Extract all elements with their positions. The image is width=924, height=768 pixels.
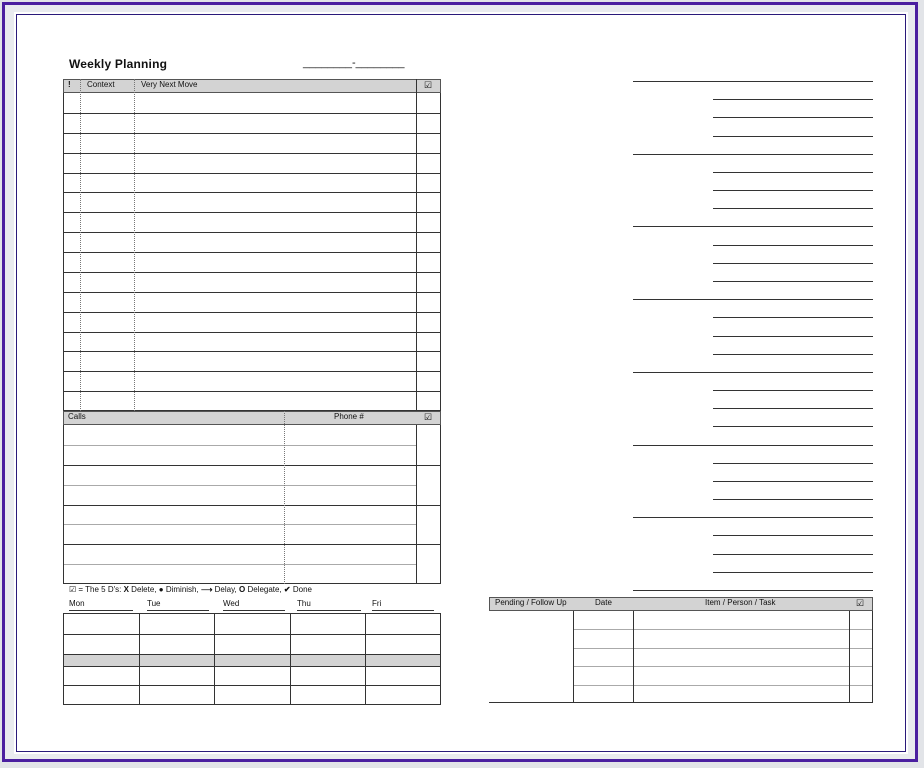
week-day-cell[interactable] [65,614,138,633]
week-day-cell[interactable] [366,614,439,633]
pending-item-cell[interactable] [635,630,848,646]
notes-subline[interactable] [713,554,873,555]
next-move-checkbox-cell[interactable] [418,352,440,370]
day-label-fri: Fri [372,599,434,611]
call-name-cell[interactable] [66,507,282,543]
week-day-cell[interactable] [215,614,288,633]
pending-item-cell[interactable] [635,667,848,683]
notes-subline[interactable] [713,572,873,573]
call-group-divider [64,465,440,466]
pending-checkbox-cell[interactable] [851,649,871,665]
date-range-field[interactable]: ________-________ [303,57,405,69]
notes-heading-line[interactable] [633,517,873,518]
notes-heading-line[interactable] [633,445,873,446]
notes-lines [633,81,873,591]
calls-header [63,411,441,425]
next-move-checkbox-cell[interactable] [418,193,440,211]
column-divider [416,425,417,584]
notes-subline[interactable] [713,245,873,246]
notes-subline[interactable] [713,172,873,173]
context-column-header: Context [87,80,115,89]
checkbox-icon: ☑ [856,598,865,608]
call-group-divider [64,505,440,506]
week-day-cell[interactable] [65,667,138,684]
page-title: Weekly Planning [69,57,168,71]
next-move-checkbox-cell[interactable] [418,114,440,132]
week-day-cell[interactable] [215,667,288,684]
next-move-header [63,79,441,93]
week-day-cell[interactable] [140,667,213,684]
next-move-cell[interactable] [136,233,416,251]
delete-icon: X [123,585,129,594]
call-phone-cell[interactable] [287,546,415,582]
pending-item-cell[interactable] [635,686,848,702]
week-day-cell[interactable] [366,686,439,704]
notes-subline[interactable] [713,317,873,318]
notes-subline[interactable] [713,281,873,282]
next-move-cell[interactable] [136,253,416,271]
column-divider [284,411,285,584]
pending-follow-up-table [489,597,873,703]
column-divider [633,611,634,703]
call-group-divider [64,544,440,545]
call-phone-cell[interactable] [287,427,415,463]
pending-body [489,611,873,703]
planner-page [16,14,906,752]
next-move-cell[interactable] [136,114,416,132]
next-move-cell[interactable] [136,193,416,211]
pending-date-cell[interactable] [575,686,632,702]
next-move-checkbox-cell[interactable] [418,273,440,291]
column-divider [573,611,574,703]
pending-checkbox-cell[interactable] [851,686,871,702]
day-label-wed: Wed [223,599,285,611]
notes-subline[interactable] [713,426,873,427]
next-move-body [63,93,441,411]
calls-body [63,425,441,584]
notes-subline[interactable] [713,99,873,100]
notes-heading-line[interactable] [633,226,873,227]
next-move-cell[interactable] [136,333,416,351]
next-move-cell[interactable] [136,352,416,370]
diminish-icon: ● [158,585,164,594]
call-name-cell[interactable] [66,467,282,503]
legend-done: Done [292,585,312,594]
week-day-cell[interactable] [291,614,364,633]
pending-checkbox-cell[interactable] [851,630,871,646]
notes-subline[interactable] [713,390,873,391]
legend-prefix: = The 5 D's: [78,585,124,594]
done-checkmark-icon: ✔ [283,585,291,594]
five-ds-legend [69,585,312,594]
next-move-checkbox-cell[interactable] [418,333,440,351]
week-day-cell[interactable] [291,635,364,653]
call-name-cell[interactable] [66,546,282,582]
notes-subline[interactable] [713,336,873,337]
day-label-mon: Mon [69,599,133,611]
checkbox-icon: ☑ [424,80,433,90]
legend-diminish: Diminish, [165,585,201,594]
notes-subline[interactable] [713,408,873,409]
calls-column-header: Calls [68,412,86,421]
notes-subline[interactable] [713,117,873,118]
next-move-checkbox-cell[interactable] [418,174,440,192]
column-divider [80,79,81,411]
next-move-checkbox-cell[interactable] [418,293,440,311]
notes-subline[interactable] [713,463,873,464]
notes-subline[interactable] [713,136,873,137]
column-divider [416,79,417,411]
next-move-checkbox-cell[interactable] [418,372,440,390]
notes-heading-line[interactable] [633,154,873,155]
next-move-checkbox-cell[interactable] [418,213,440,231]
notes-subline[interactable] [713,190,873,191]
week-grid-shaded-row [64,654,440,666]
day-label-thu: Thu [297,599,361,611]
notes-subline[interactable] [713,263,873,264]
next-move-cell[interactable] [136,372,416,390]
checkbox-icon: ☑ [424,412,433,422]
notes-heading-line[interactable] [633,299,873,300]
item-column-header: Item / Person / Task [705,598,776,607]
column-divider [872,611,873,703]
next-move-cell[interactable] [136,213,416,231]
next-move-checkbox-cell[interactable] [418,233,440,251]
column-divider [849,611,850,703]
week-grid [63,613,441,705]
call-phone-cell[interactable] [287,507,415,543]
checkbox-icon: ☑ [69,585,77,594]
next-move-checkbox-cell[interactable] [418,253,440,271]
week-day-cell[interactable] [366,635,439,653]
next-move-cell[interactable] [136,273,416,291]
call-phone-cell[interactable] [287,467,415,503]
calls-table [63,411,441,584]
legend-delay: Delay, [214,585,239,594]
week-day-cell[interactable] [140,614,213,633]
week-row-divider [64,654,440,655]
pending-checkbox-cell[interactable] [851,667,871,683]
pending-date-cell[interactable] [575,612,632,628]
weekday-labels [69,599,441,613]
week-day-cell[interactable] [366,667,439,684]
next-move-cell[interactable] [136,174,416,192]
day-label-tue: Tue [147,599,209,611]
next-move-table [63,79,441,411]
phone-column-header: Phone # [334,412,364,421]
next-move-checkbox-cell[interactable] [418,313,440,331]
column-divider [134,79,135,411]
pending-checkbox-cell[interactable] [851,612,871,628]
notes-subline[interactable] [713,208,873,209]
notes-subline[interactable] [713,535,873,536]
next-move-cell[interactable] [136,293,416,311]
week-day-cell[interactable] [215,686,288,704]
week-day-cell[interactable] [291,667,364,684]
next-move-checkbox-cell[interactable] [418,154,440,172]
next-move-checkbox-cell[interactable] [418,392,440,410]
notes-heading-line[interactable] [633,372,873,373]
week-day-cell[interactable] [140,686,213,704]
notes-subline[interactable] [713,481,873,482]
priority-column-header: ! [68,80,71,89]
call-name-cell[interactable] [66,427,282,463]
next-move-cell[interactable] [136,94,416,112]
week-day-cell[interactable] [140,635,213,653]
notes-heading-line[interactable] [633,590,873,591]
next-move-cell[interactable] [136,392,416,410]
date-column-header: Date [595,598,612,607]
pending-column-header: Pending / Follow Up [495,598,567,607]
pending-date-cell[interactable] [575,630,632,646]
notes-subline[interactable] [713,354,873,355]
pending-date-cell[interactable] [575,649,632,665]
next-move-cell[interactable] [136,313,416,331]
legend-delete: Delete, [131,585,159,594]
next-move-cell[interactable] [136,134,416,152]
delegate-icon: O [238,585,246,594]
notes-heading-line[interactable] [633,81,873,82]
week-day-cell[interactable] [65,686,138,704]
pending-item-cell[interactable] [635,649,848,665]
pending-item-cell[interactable] [635,612,848,628]
delay-arrow-icon: ⟶ [200,585,213,594]
next-move-checkbox-cell[interactable] [418,134,440,152]
next-move-checkbox-cell[interactable] [418,94,440,112]
week-day-cell[interactable] [291,686,364,704]
week-day-cell[interactable] [65,635,138,653]
week-day-cell[interactable] [215,635,288,653]
legend-delegate: Delegate, [247,585,284,594]
pending-date-cell[interactable] [575,667,632,683]
next-move-cell[interactable] [136,154,416,172]
notes-subline[interactable] [713,499,873,500]
next-move-column-header: Very Next Move [141,80,198,89]
